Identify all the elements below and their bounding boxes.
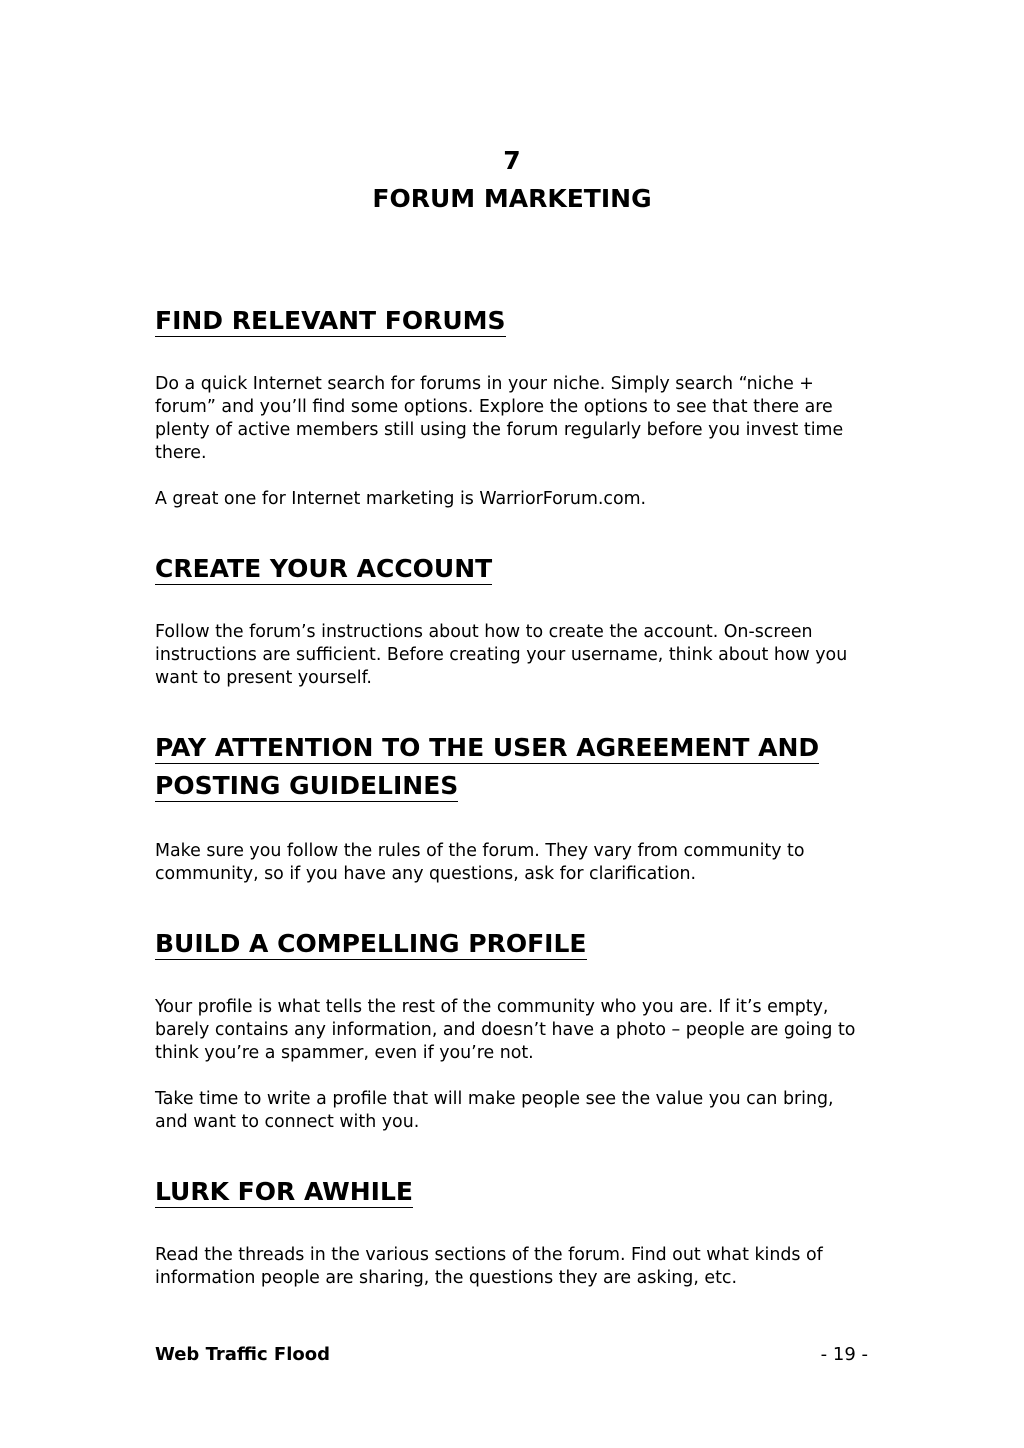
section-paragraph: Do a quick Internet search for forums in your niche. Simply search “niche + forum” and you’ll find some options. Explore the options to see that there are plenty of active members still using the forum regularly before you invest time there. xyxy=(155,374,844,463)
section-paragraph: Follow the forum’s instructions about how to create the account. On-screen instructions are sufficient. Before creating your username, think about how you want to present yourself. xyxy=(155,622,848,688)
footer-document-title: Web Traffic Flood xyxy=(155,1344,330,1365)
section-heading-find-relevant-forums: FIND RELEVANT FORUMS xyxy=(155,306,506,335)
section-heading-create-your-account: CREATE YOUR ACCOUNT xyxy=(155,554,493,583)
section-paragraph: Your profile is what tells the rest of the community who you are. If it’s empty, barely contains any information, and doesn’t have a photo – people are going to think you’re a spammer, even if you’re not. xyxy=(155,997,856,1063)
section-heading-user-agreement: PAY ATTENTION TO THE USER AGREEMENT AND POSTING GUIDELINES xyxy=(155,733,820,800)
section-paragraph: Read the threads in the various sections of the forum. Find out what kinds of information people are sharing, the questions they are asking, etc. xyxy=(155,1245,823,1288)
section-heading-build-profile: BUILD A COMPELLING PROFILE xyxy=(155,929,587,958)
section-heading-lurk-for-awhile: LURK FOR AWHILE xyxy=(155,1177,413,1206)
chapter-title: FORUM MARKETING xyxy=(372,184,652,213)
section-paragraph: A great one for Internet marketing is WarriorForum.com. xyxy=(155,489,647,509)
chapter-number: 7 xyxy=(503,146,521,175)
footer-page-number: - 19 - xyxy=(820,1344,868,1365)
section-paragraph: Take time to write a profile that will make people see the value you can bring, and want to connect with you. xyxy=(155,1089,834,1132)
section-paragraph: Make sure you follow the rules of the forum. They vary from community to community, so if you have any questions, ask for clarification. xyxy=(155,841,805,884)
